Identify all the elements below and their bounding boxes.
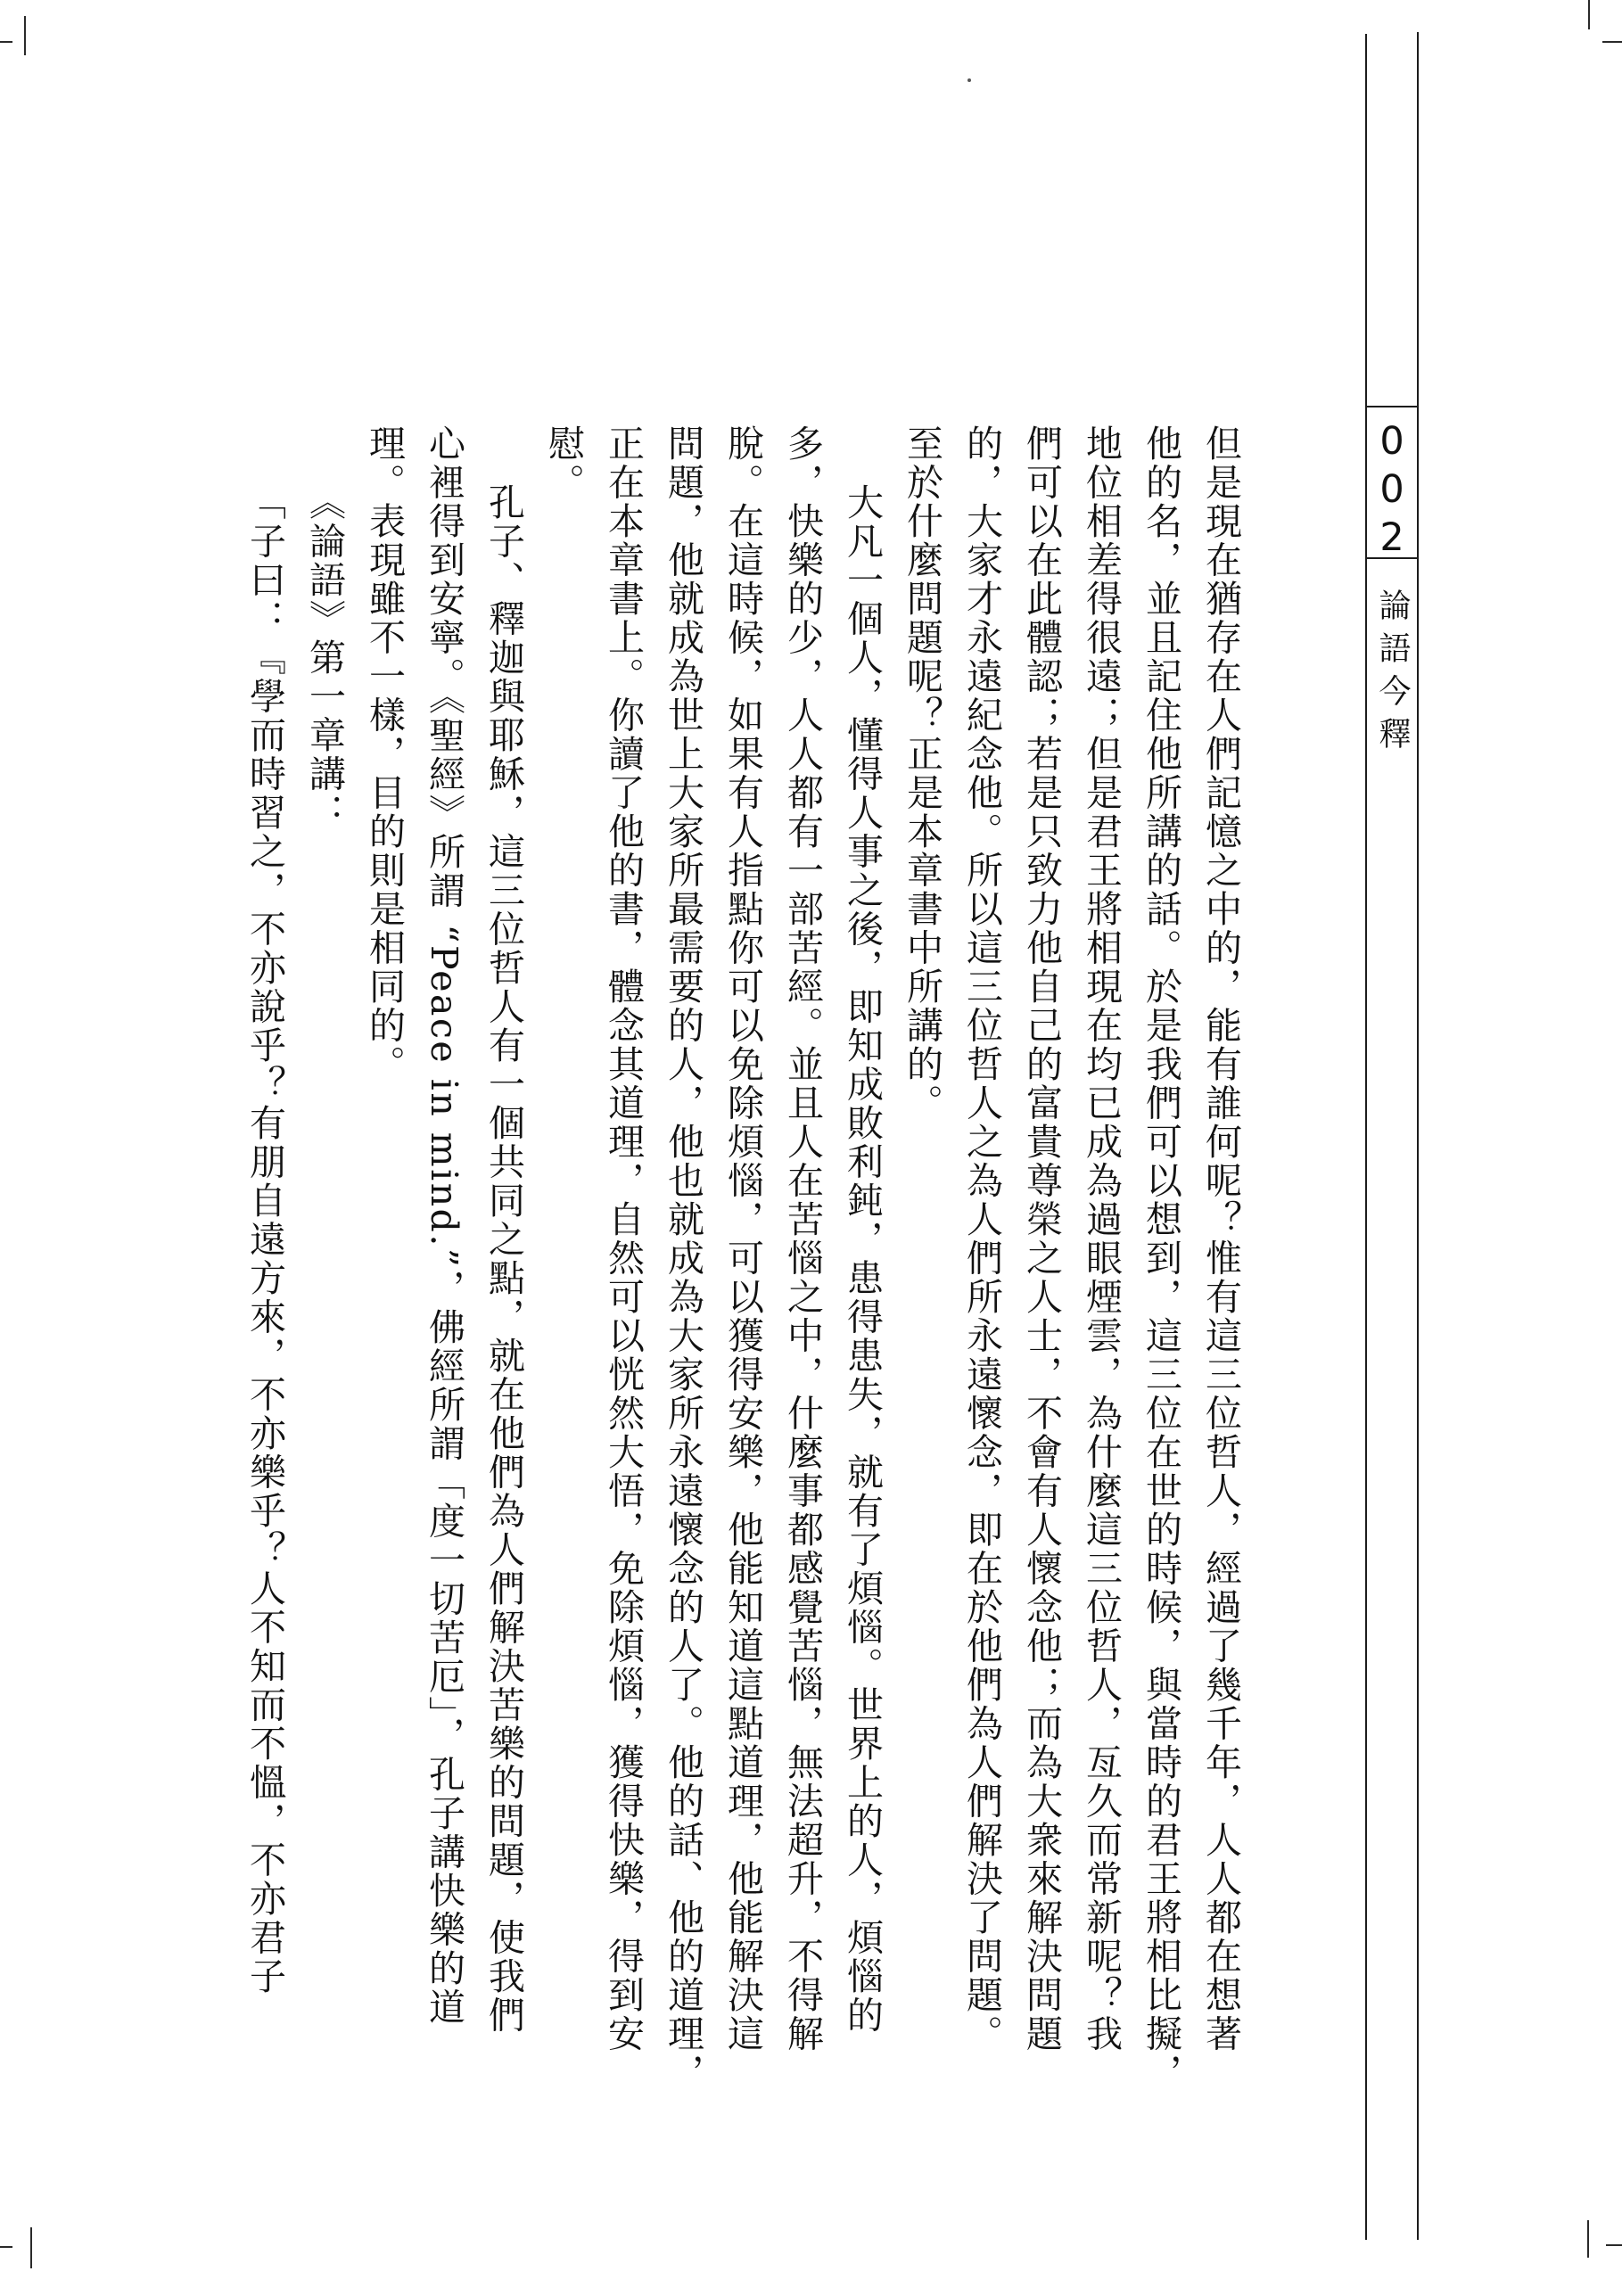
text-column-12: 慰。 [542,424,585,502]
crop-mark-bottom-right-h [1606,2244,1622,2246]
body-text [234,424,1250,2101]
text-column-11: 正在本章書上。你讀了他的書，體念其道理，自然可以恍然大悟，免除煩惱，獲得快樂，得到安 [602,424,645,2053]
crop-mark-top-right-v [1588,0,1590,29]
crop-mark-bottom-left-v [30,2227,32,2268]
text-column-6: 至於什麼問題呢？正是本章書中所講的。 [901,424,943,1123]
header-band-left-rule [1365,34,1367,2240]
text-column-14: 心裡得到安寧。《聖經》所謂 “Peace in mind.”，佛經所謂「度一切苦厄」，孔子講快樂的道 [423,424,465,2027]
text-column-2: 他的名，並且記住他所講的話。於是我們可以想到，這三位在世的時候，與當時的君王將相比擬， [1140,424,1182,2093]
crop-mark-bottom-right-v [1587,2220,1589,2258]
crop-mark-top-right-h [1602,41,1622,43]
text-column-10: 問題，他就成為世上大家所最需要的人，他也就成為大家所永遠懷念的人了。他的話、他的道理， [662,424,704,2093]
book-title: 論語今釋 [1374,588,1411,760]
text-column-5: 的，大家才永遠紀念他。所以這三位哲人之為人們所永遠懷念，即在於他們為人們解決了問題。 [960,424,1003,2053]
scan-speck [967,78,971,82]
text-column-1: 但是現在猶存在人們記憶之中的，能有誰何呢？惟有這三位哲人，經過了幾千年，人人都在想著 [1199,424,1242,2053]
text-column-15: 理。表現雖不一樣，目的則是相同的。 [363,424,406,1084]
crop-mark-bottom-left-h [0,2246,12,2248]
text-column-13: 孔子、釋迦與耶穌，這三位哲人有一個共同之點，就在他們為人們解決苦樂的問題，使我們 [482,483,525,2035]
text-column-7: 大凡一個人，懂得人事之後，即知成敗利鈍，患得患失，就有了煩惱。世界上的人，煩惱的 [841,483,884,2035]
crop-mark-top-left-v [24,16,26,55]
text-column-16: 《論語》第一章講： [303,483,346,833]
text-column-3: 地位相差得很遠；但是君王將相現在均已成為過眼煙雲，為什麼這三位哲人，亙久而常新呢？我 [1080,424,1123,2053]
header-band-right-rule [1417,32,1419,2240]
text-column-9: 脫。在這時候，如果有人指點你可以免除煩惱，可以獲得安樂，他能知道這點道理，他能解決這 [721,424,764,2053]
crop-mark-top-left-h [0,41,12,43]
text-column-4: 們可以在此體認；若是只致力他自己的富貴尊榮之人士，不會有人懷念他；而為大衆來解決問題 [1020,424,1063,2053]
text-column-17: 「子曰：『學而時習之，不亦說乎？有朋自遠方來，不亦樂乎？人不知而不慍，不亦君子 [243,483,286,1996]
text-column-8: 多，快樂的少，人人都有一部苦經。並且人在苦惱之中，什麼事都感覺苦惱，無法超升，不得解 [781,424,824,2053]
page-number: 002 [1370,419,1414,564]
